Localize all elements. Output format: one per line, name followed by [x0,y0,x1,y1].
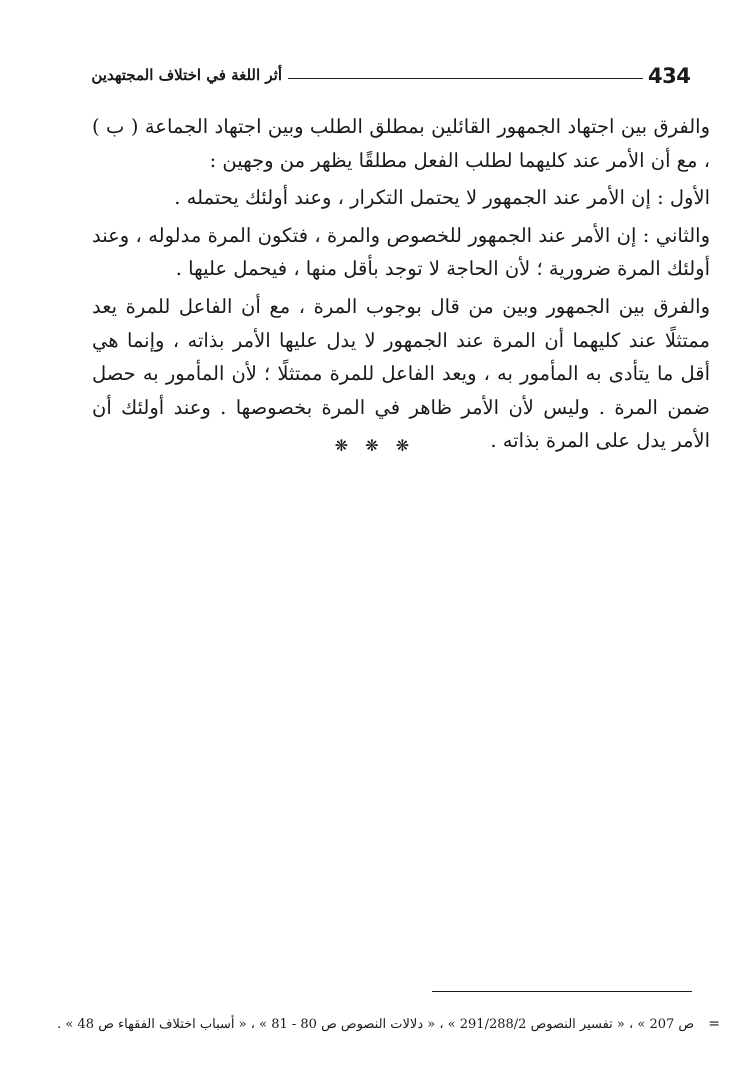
footnote-rule [432,991,692,992]
paragraph: الأول : إن الأمر عند الجمهور لا يحتمل التكرار ، وعند أولئك يحتمله . [174,186,710,210]
body-text [92,110,710,458]
running-title: أثر اللغة في اختلاف المجتهدين [91,66,282,84]
page-header [92,60,708,90]
section-ornament: ❋ ❋ ❋ [334,436,416,455]
paragraph: والفرق بين اجتهاد الجمهور القائلين بمطلق الطلب وبين اجتهاد الجماعة ( ب ) ، مع أن الأمر عند كليهما لطلب الفعل مطلقًا يظهر من وجهين : [92,115,710,172]
footnote-text: ص 207 » ، « تفسير النصوص 291/288/2 » ، « دلالات النصوص ص 80 - 81 » ، « أسباب اختلاف الفقهاء ص 48 » . [57,1017,695,1032]
page-number: 434 [648,64,691,88]
footnote-continuation-marker: = [708,1016,720,1032]
paragraph: والفرق بين الجمهور وبين من قال بوجوب المرة ، مع أن الفاعل للمرة يعد ممتثلًا عند كليهما أن المرة عند الجمهور لا يدل عليها الأمر بذاته ، وإنما هي أقل ما يتأدى به المأمور به ، ويعد الفاعل للمرة ممتثلًا ؛ لأن المأمور به حصل ضمن المرة . وليس لأن الأمر ظاهر في المرة بخصوصها . وعند أولئك أن الأمر يدل على المرة بذاته . [92,294,710,453]
paragraph: والثاني : إن الأمر عند الجمهور للخصوص والمرة ، فتكون المرة مدلوله ، وعند أولئك المرة ضرورية ؛ لأن الحاجة لا توجد بأقل منها ، فيحمل عليها . [92,223,710,281]
header-rule [288,78,643,79]
footnote [57,1016,720,1032]
